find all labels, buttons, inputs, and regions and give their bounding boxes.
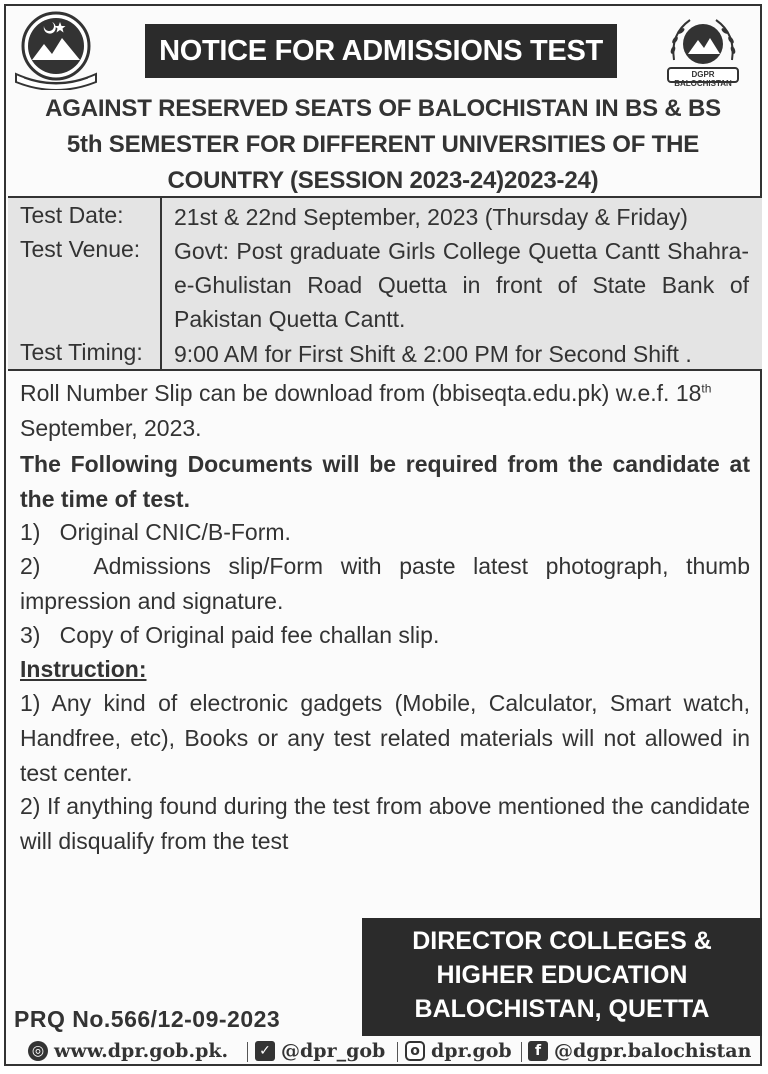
subtitle-line: COUNTRY (SESSION 2023-24)2023-24): [167, 167, 599, 194]
subtitle-line: AGAINST RESERVED SEATS OF BALOCHISTAN IN BS & BS: [45, 95, 721, 122]
signature-line: BALOCHISTAN, QUETTA: [414, 995, 710, 1023]
notice-subtitle: [20, 91, 746, 199]
document-text: Admissions slip/Form with paste latest photograph, thumb impression and signature.: [20, 553, 750, 614]
footer-facebook[interactable]: [528, 1040, 751, 1062]
subtitle-line: 5th SEMESTER FOR DIFFERENT UNIVERSITIES OF THE: [66, 131, 700, 158]
prq-number: PRQ No.566/12-09-2023: [14, 1006, 281, 1032]
footer-instagram[interactable]: [405, 1040, 512, 1062]
twitter-handle[interactable]: @dpr_gob: [281, 1040, 386, 1062]
footer-website[interactable]: [28, 1040, 228, 1062]
balochistan-seal-logo: [10, 8, 102, 90]
roll-text: Roll Number Slip can be download from (bbiseqta.edu.pk) w.e.f. 18: [20, 380, 702, 406]
document-item: [20, 549, 750, 619]
facebook-handle[interactable]: @dgpr.balochistan: [554, 1040, 752, 1062]
footer-twitter[interactable]: [255, 1040, 385, 1062]
dgpr-logo-text: DGPR BALOCHISTAN: [674, 70, 732, 88]
instruction-item: 2) If anything found during the test from above mentioned the candidate will disqualify from the test: [20, 793, 750, 854]
document-number: 1): [20, 519, 41, 545]
documents-heading: The Following Documents will be required from the candidate at the time of test.: [20, 451, 750, 512]
instruction-heading: Instruction:: [20, 656, 147, 682]
website-link[interactable]: www.dpr.gob.pk.: [54, 1040, 229, 1062]
roll-superscript: th: [701, 381, 712, 396]
facebook-icon: f: [528, 1041, 548, 1061]
footer-divider: [521, 1042, 522, 1062]
footer-divider: [397, 1042, 398, 1062]
document-item: [20, 618, 750, 653]
instagram-handle[interactable]: dpr.gob: [431, 1040, 512, 1062]
document-number: 2): [20, 553, 41, 579]
instruction-item: 1) Any kind of electronic gadgets (Mobile, Calculator, Smart watch, Handfree, etc), Books or any test related materials will not allowed in test center.: [20, 690, 750, 786]
footer-social-bar: [0, 1036, 768, 1068]
notice-title: NOTICE FOR ADMISSIONS TEST: [145, 24, 617, 78]
document-number: 3): [20, 622, 41, 648]
footer-divider: [247, 1042, 248, 1062]
document-text: Copy of Original paid fee challan slip.: [59, 622, 440, 648]
roll-number-notice: [20, 376, 750, 446]
test-date-label: Test Date:: [20, 202, 124, 228]
test-venue-value: Govt: Post graduate Girls College Quetta Cantt Shahra-e-Ghulistan Road Quetta in front of State Bank of Pakistan Quetta Cantt.: [174, 238, 749, 332]
director-signature-box: [362, 918, 762, 1036]
roll-date: September, 2023.: [20, 415, 202, 441]
test-info-table: [8, 196, 762, 371]
test-venue-label: Test Venue:: [20, 236, 141, 262]
instagram-icon: o: [405, 1041, 425, 1061]
twitter-icon: ✓: [255, 1041, 275, 1061]
signature-line: HIGHER EDUCATION: [436, 961, 688, 989]
document-item: [20, 515, 750, 550]
globe-icon: ◎: [28, 1041, 48, 1061]
table-divider: [160, 198, 162, 369]
signature-line: DIRECTOR COLLEGES &: [412, 927, 712, 955]
document-text: Original CNIC/B-Form.: [59, 519, 291, 545]
test-date-value: 21st & 22nd September, 2023 (Thursday & Friday): [174, 204, 688, 230]
test-timing-value: 9:00 AM for First Shift & 2:00 PM for Second Shift .: [174, 341, 692, 367]
test-timing-label: Test Timing:: [20, 339, 143, 365]
